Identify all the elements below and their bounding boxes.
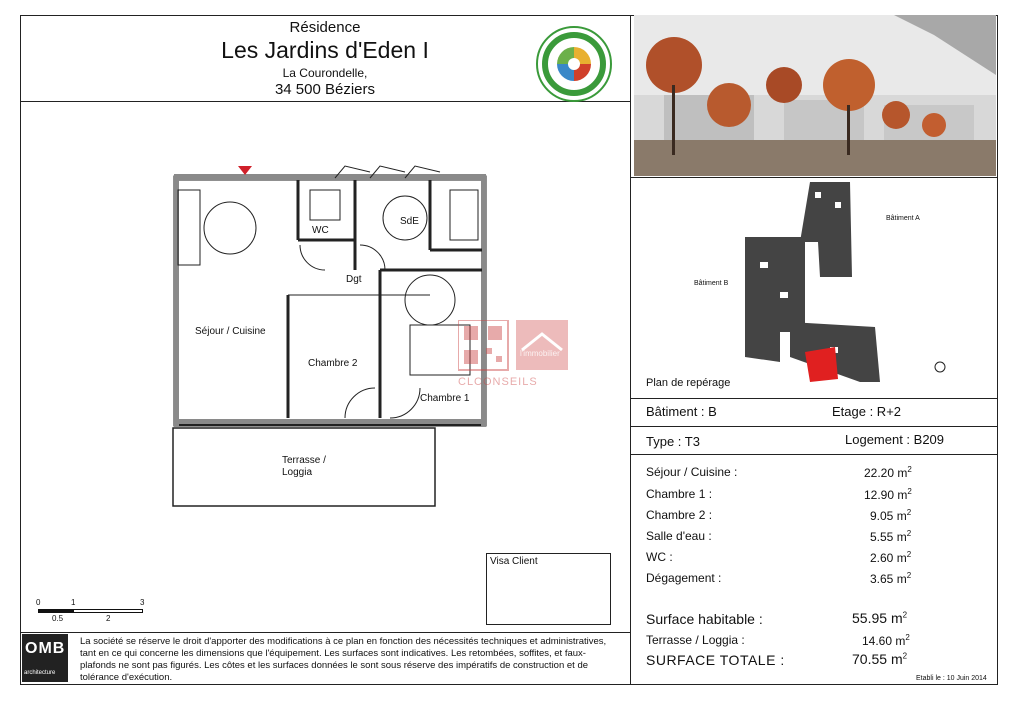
column-divider bbox=[630, 15, 631, 685]
surface-value: 5.55 $m^2$ bbox=[870, 529, 912, 544]
surface-label: Chambre 2 : bbox=[646, 508, 713, 522]
footer-divider bbox=[20, 632, 630, 633]
locator-map bbox=[740, 182, 980, 387]
scale-bar bbox=[38, 598, 148, 624]
scale-tick-0: 0 bbox=[36, 598, 41, 607]
watermark-sub: l'immobilier bbox=[520, 349, 560, 358]
surface-value: 12.90 $m^2$ bbox=[864, 487, 912, 502]
surface-label: WC : bbox=[646, 550, 673, 564]
disclaimer: La société se réserve le droit d'apporter des modifications à ce plan en fonction des nécessités techniques et administratives, tant en ce qui concerne les dimensions que l'équipement. Les surfaces sont indicatives. Les retombées, soffites, et faux-plafonds ne sont pas figurés. Les côtes et les surfaces données le sont sous réserve des impératifs de construction et de tolérance d'exécution. bbox=[80, 636, 607, 683]
info-divider-3 bbox=[630, 454, 998, 455]
visa-box bbox=[486, 553, 611, 625]
info-divider-2 bbox=[630, 426, 998, 427]
bbc-label-icon bbox=[535, 25, 613, 103]
habitable-value: 55.95 $m^2$ bbox=[852, 610, 908, 626]
surface-value: 3.65 $m^2$ bbox=[870, 571, 912, 586]
room-sde: SdE bbox=[400, 216, 419, 227]
surface-label: Salle d'eau : bbox=[646, 529, 712, 543]
locality: La Courondelle, bbox=[282, 66, 368, 80]
building-a-label: Bâtiment A bbox=[886, 215, 920, 222]
city: 34 500 Béziers bbox=[274, 81, 376, 98]
date-stamp: Etabli le : 10 Juin 2014 bbox=[916, 675, 987, 682]
habitable-label: Surface habitable : bbox=[646, 611, 763, 627]
etage: Etage : R+2 bbox=[832, 404, 902, 419]
photo-divider bbox=[630, 177, 998, 178]
architect-logo bbox=[22, 634, 68, 682]
surface-value: 9.05 $m^2$ bbox=[870, 508, 912, 523]
batiment: Bâtiment : B bbox=[646, 404, 717, 419]
info-divider-1 bbox=[630, 398, 998, 399]
surface-value: 22.20 $m^2$ bbox=[864, 465, 912, 480]
room-sejour: Séjour / Cuisine bbox=[195, 326, 266, 337]
surface-label: Chambre 1 : bbox=[646, 487, 713, 501]
locator-label: Plan de repérage bbox=[646, 377, 731, 389]
room-dgt: Dgt bbox=[346, 274, 362, 285]
room-chambre1: Chambre 1 bbox=[420, 393, 470, 404]
total-label: SURFACE TOTALE : bbox=[646, 652, 785, 668]
architect-logo-text: OMB bbox=[25, 640, 66, 657]
scale-tick-05: 0.5 bbox=[52, 614, 64, 623]
watermark-text: CLCONSEILS bbox=[458, 376, 538, 388]
room-terrasse: Terrasse / bbox=[282, 455, 326, 466]
total-value: 70.55 $m^2$ bbox=[852, 651, 908, 667]
surface-value: 2.60 $m^2$ bbox=[870, 550, 912, 565]
terrasse-label: Terrasse / Loggia : bbox=[646, 633, 745, 647]
scale-tick-3: 3 bbox=[140, 598, 145, 607]
surface-label: Dégagement : bbox=[646, 571, 722, 585]
terrasse-value: 14.60 $m^2$ bbox=[862, 633, 910, 648]
surface-label: Séjour / Cuisine : bbox=[646, 465, 738, 479]
room-chambre2: Chambre 2 bbox=[308, 358, 358, 369]
floor-plan bbox=[170, 160, 495, 515]
scale-tick-2: 2 bbox=[106, 614, 111, 623]
residence-photo bbox=[634, 15, 996, 176]
room-wc: WC bbox=[312, 225, 329, 236]
logement: Logement : B209 bbox=[845, 432, 945, 447]
architect-sub: architecture bbox=[24, 670, 56, 676]
visa-label: Visa Client bbox=[490, 556, 538, 567]
residence-name: Les Jardins d'Eden I bbox=[221, 37, 429, 63]
residence-label: Résidence bbox=[289, 19, 361, 36]
scale-tick-1: 1 bbox=[71, 598, 76, 607]
room-loggia: Loggia bbox=[282, 467, 313, 478]
type: Type : T3 bbox=[646, 434, 700, 449]
building-b-label: Bâtiment B bbox=[694, 280, 729, 287]
